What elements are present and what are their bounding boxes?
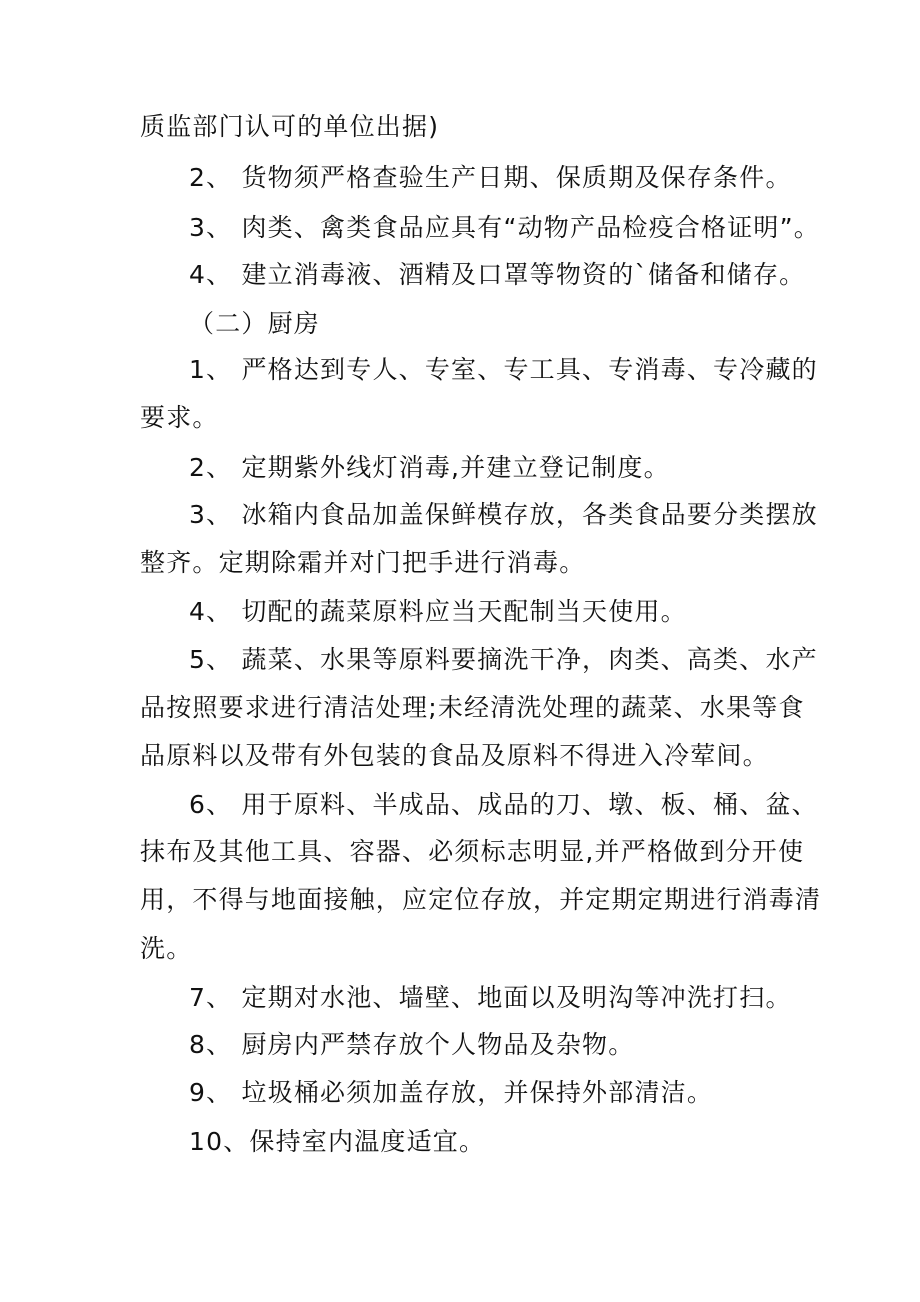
paragraph-line: 要求。 bbox=[140, 403, 219, 432]
paragraph-line: 品按照要求进行清洁处理;未经清洗处理的蔬菜、水果等食 bbox=[140, 693, 805, 722]
paragraph-line: 6、 用于原料、半成品、成品的刀、墩、板、桶、盆、 bbox=[189, 790, 818, 819]
paragraph-line: 整齐。定期除霜并对门把手进行消毒。 bbox=[140, 548, 586, 577]
paragraph-line: 2、 定期紫外线灯消毒,并建立登记制度。 bbox=[189, 453, 670, 482]
paragraph-line: 4、 建立消毒液、酒精及口罩等物资的`储备和储存。 bbox=[189, 260, 806, 289]
paragraph-line: 5、 蔬菜、水果等原料要摘洗干净，肉类、高类、水产 bbox=[189, 645, 818, 674]
paragraph-line: 2、 货物须严格查验生产日期、保质期及保存条件。 bbox=[189, 163, 792, 192]
paragraph-line: 1、 严格达到专人、专室、专工具、专消毒、专冷藏的 bbox=[189, 355, 818, 384]
paragraph-line: 10、保持室内温度适宜。 bbox=[189, 1127, 486, 1156]
paragraph-line: 3、 肉类、禽类食品应具有“动物产品检疫合格证明”。 bbox=[189, 213, 820, 242]
paragraph-line: 品原料以及带有外包装的食品及原料不得进入冷荤间。 bbox=[140, 741, 769, 770]
paragraph-line: 7、 定期对水池、墙壁、地面以及明沟等冲洗打扫。 bbox=[189, 983, 792, 1012]
paragraph-line: 用，不得与地面接触，应定位存放，并定期定期进行消毒清 bbox=[140, 885, 822, 914]
paragraph-line: 质监部门认可的单位出据) bbox=[140, 112, 440, 141]
paragraph-line: 9、 垃圾桶必须加盖存放，并保持外部清洁。 bbox=[189, 1078, 714, 1107]
paragraph-line: 抹布及其他工具、容器、必须标志明显,并严格做到分开使 bbox=[140, 837, 805, 866]
paragraph-line: 4、 切配的蔬菜原料应当天配制当天使用。 bbox=[189, 597, 687, 626]
paragraph-line: 洗。 bbox=[140, 934, 193, 963]
paragraph-line: 3、 冰箱内食品加盖保鲜模存放，各类食品要分类摆放 bbox=[189, 500, 818, 529]
section-heading: （二）厨房 bbox=[189, 309, 321, 338]
paragraph-line: 8、 厨房内严禁存放个人物品及杂物。 bbox=[189, 1030, 635, 1059]
